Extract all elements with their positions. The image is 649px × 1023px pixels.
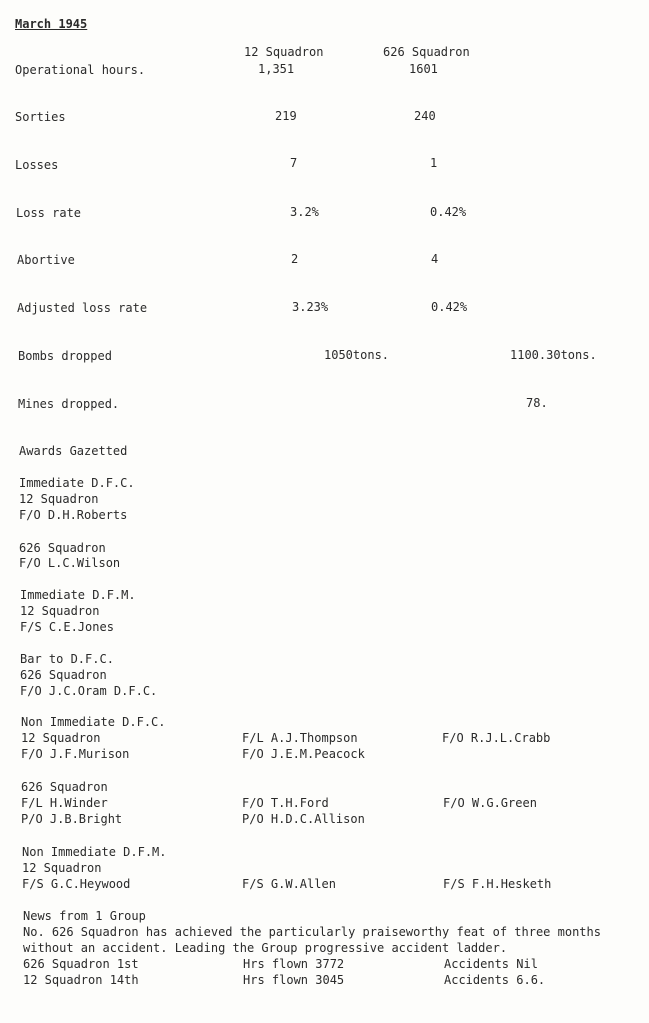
news-text-line-1: No. 626 Squadron has achieved the particularly praiseworthy feat of three months [23,925,601,939]
news-row-626-squadron: 626 Squadron 1st [23,957,139,971]
non-immediate-dfm-name: F/S G.C.Heywood [22,877,131,891]
stat-value-12-bombs-dropped: 1050tons. [324,348,390,362]
stat-label-bombs-dropped: Bombs dropped [18,349,112,363]
bar-dfc-name: F/O J.C.Oram D.F.C. [20,684,158,698]
immediate-dfc-626-name: F/O L.C.Wilson [19,556,121,570]
immediate-dfc-12-name: F/O D.H.Roberts [19,508,128,522]
non-immediate-dfc-name: F/O T.H.Ford [242,796,329,810]
non-immediate-dfc-name: F/O R.J.L.Crabb [442,731,551,745]
stat-label-losses: Losses [15,158,59,172]
stat-label-loss-rate: Loss rate [16,206,82,220]
stat-value-626-adjusted-loss-rate: 0.42% [431,300,468,314]
bar-dfc-heading: Bar to D.F.C. [20,652,114,666]
immediate-dfc-626-squadron: 626 Squadron [19,541,106,555]
stat-value-12-abortive: 2 [291,252,299,266]
news-row-626-hours: Hrs flown 3772 [243,957,345,971]
stat-value-12-sorties: 219 [275,109,297,123]
header-12-squadron: 12 Squadron [244,45,324,59]
non-immediate-dfc-name: P/O J.B.Bright [21,812,123,826]
header-626-squadron: 626 Squadron [383,45,470,59]
stat-value-12-loss-rate: 3.2% [290,205,319,219]
stat-value-626-operational-hours: 1601 [409,62,438,76]
non-immediate-dfc-name: F/O W.G.Green [443,796,537,810]
stat-value-626-mines-dropped: 78. [526,396,548,410]
stat-value-626-abortive: 4 [431,252,439,266]
immediate-dfm-12-squadron: 12 Squadron [20,604,100,618]
stat-label-operational-hours: Operational hours. [15,63,146,77]
news-row-12-squadron: 12 Squadron 14th [23,973,139,987]
stat-label-mines-dropped: Mines dropped. [18,397,120,411]
non-immediate-dfm-12-squadron: 12 Squadron [22,861,102,875]
page-title: March 1945 [15,17,88,31]
stat-value-626-sorties: 240 [414,109,436,123]
immediate-dfm-name: F/S C.E.Jones [20,620,114,634]
non-immediate-dfc-name: F/O J.E.M.Peacock [242,747,365,761]
non-immediate-dfc-name: F/O J.F.Murison [21,747,130,761]
stat-value-626-loss-rate: 0.42% [430,205,467,219]
news-text-line-2: without an accident. Leading the Group progressive accident ladder. [23,941,508,955]
immediate-dfc-12-squadron: 12 Squadron [19,492,99,506]
stat-value-626-bombs-dropped: 1100.30tons. [510,348,597,362]
news-row-626-accidents: Accidents Nil [444,957,538,971]
immediate-dfc-heading: Immediate D.F.C. [19,476,135,490]
non-immediate-dfc-name: F/L A.J.Thompson [242,731,358,745]
news-row-12-hours: Hrs flown 3045 [243,973,345,987]
stat-value-12-losses: 7 [290,156,298,170]
non-immediate-dfc-626-squadron: 626 Squadron [21,780,108,794]
bar-dfc-626-squadron: 626 Squadron [20,668,107,682]
awards-heading: Awards Gazetted [19,444,128,458]
stat-label-abortive: Abortive [17,253,75,267]
non-immediate-dfm-heading: Non Immediate D.F.M. [22,845,167,859]
stat-value-12-adjusted-loss-rate: 3.23% [292,300,329,314]
non-immediate-dfm-name: F/S G.W.Allen [242,877,336,891]
stat-value-12-operational-hours: 1,351 [258,62,295,76]
non-immediate-dfc-name: P/O H.D.C.Allison [242,812,365,826]
non-immediate-dfc-12-squadron: 12 Squadron [21,731,101,745]
news-heading: News from 1 Group [23,909,146,923]
non-immediate-dfm-name: F/S F.H.Hesketh [443,877,552,891]
stat-label-sorties: Sorties [15,110,66,124]
news-row-12-accidents: Accidents 6.6. [444,973,546,987]
non-immediate-dfc-heading: Non Immediate D.F.C. [21,715,166,729]
immediate-dfm-heading: Immediate D.F.M. [20,588,136,602]
stat-value-626-losses: 1 [430,156,438,170]
non-immediate-dfc-name: F/L H.Winder [21,796,108,810]
stat-label-adjusted-loss-rate: Adjusted loss rate [17,301,148,315]
